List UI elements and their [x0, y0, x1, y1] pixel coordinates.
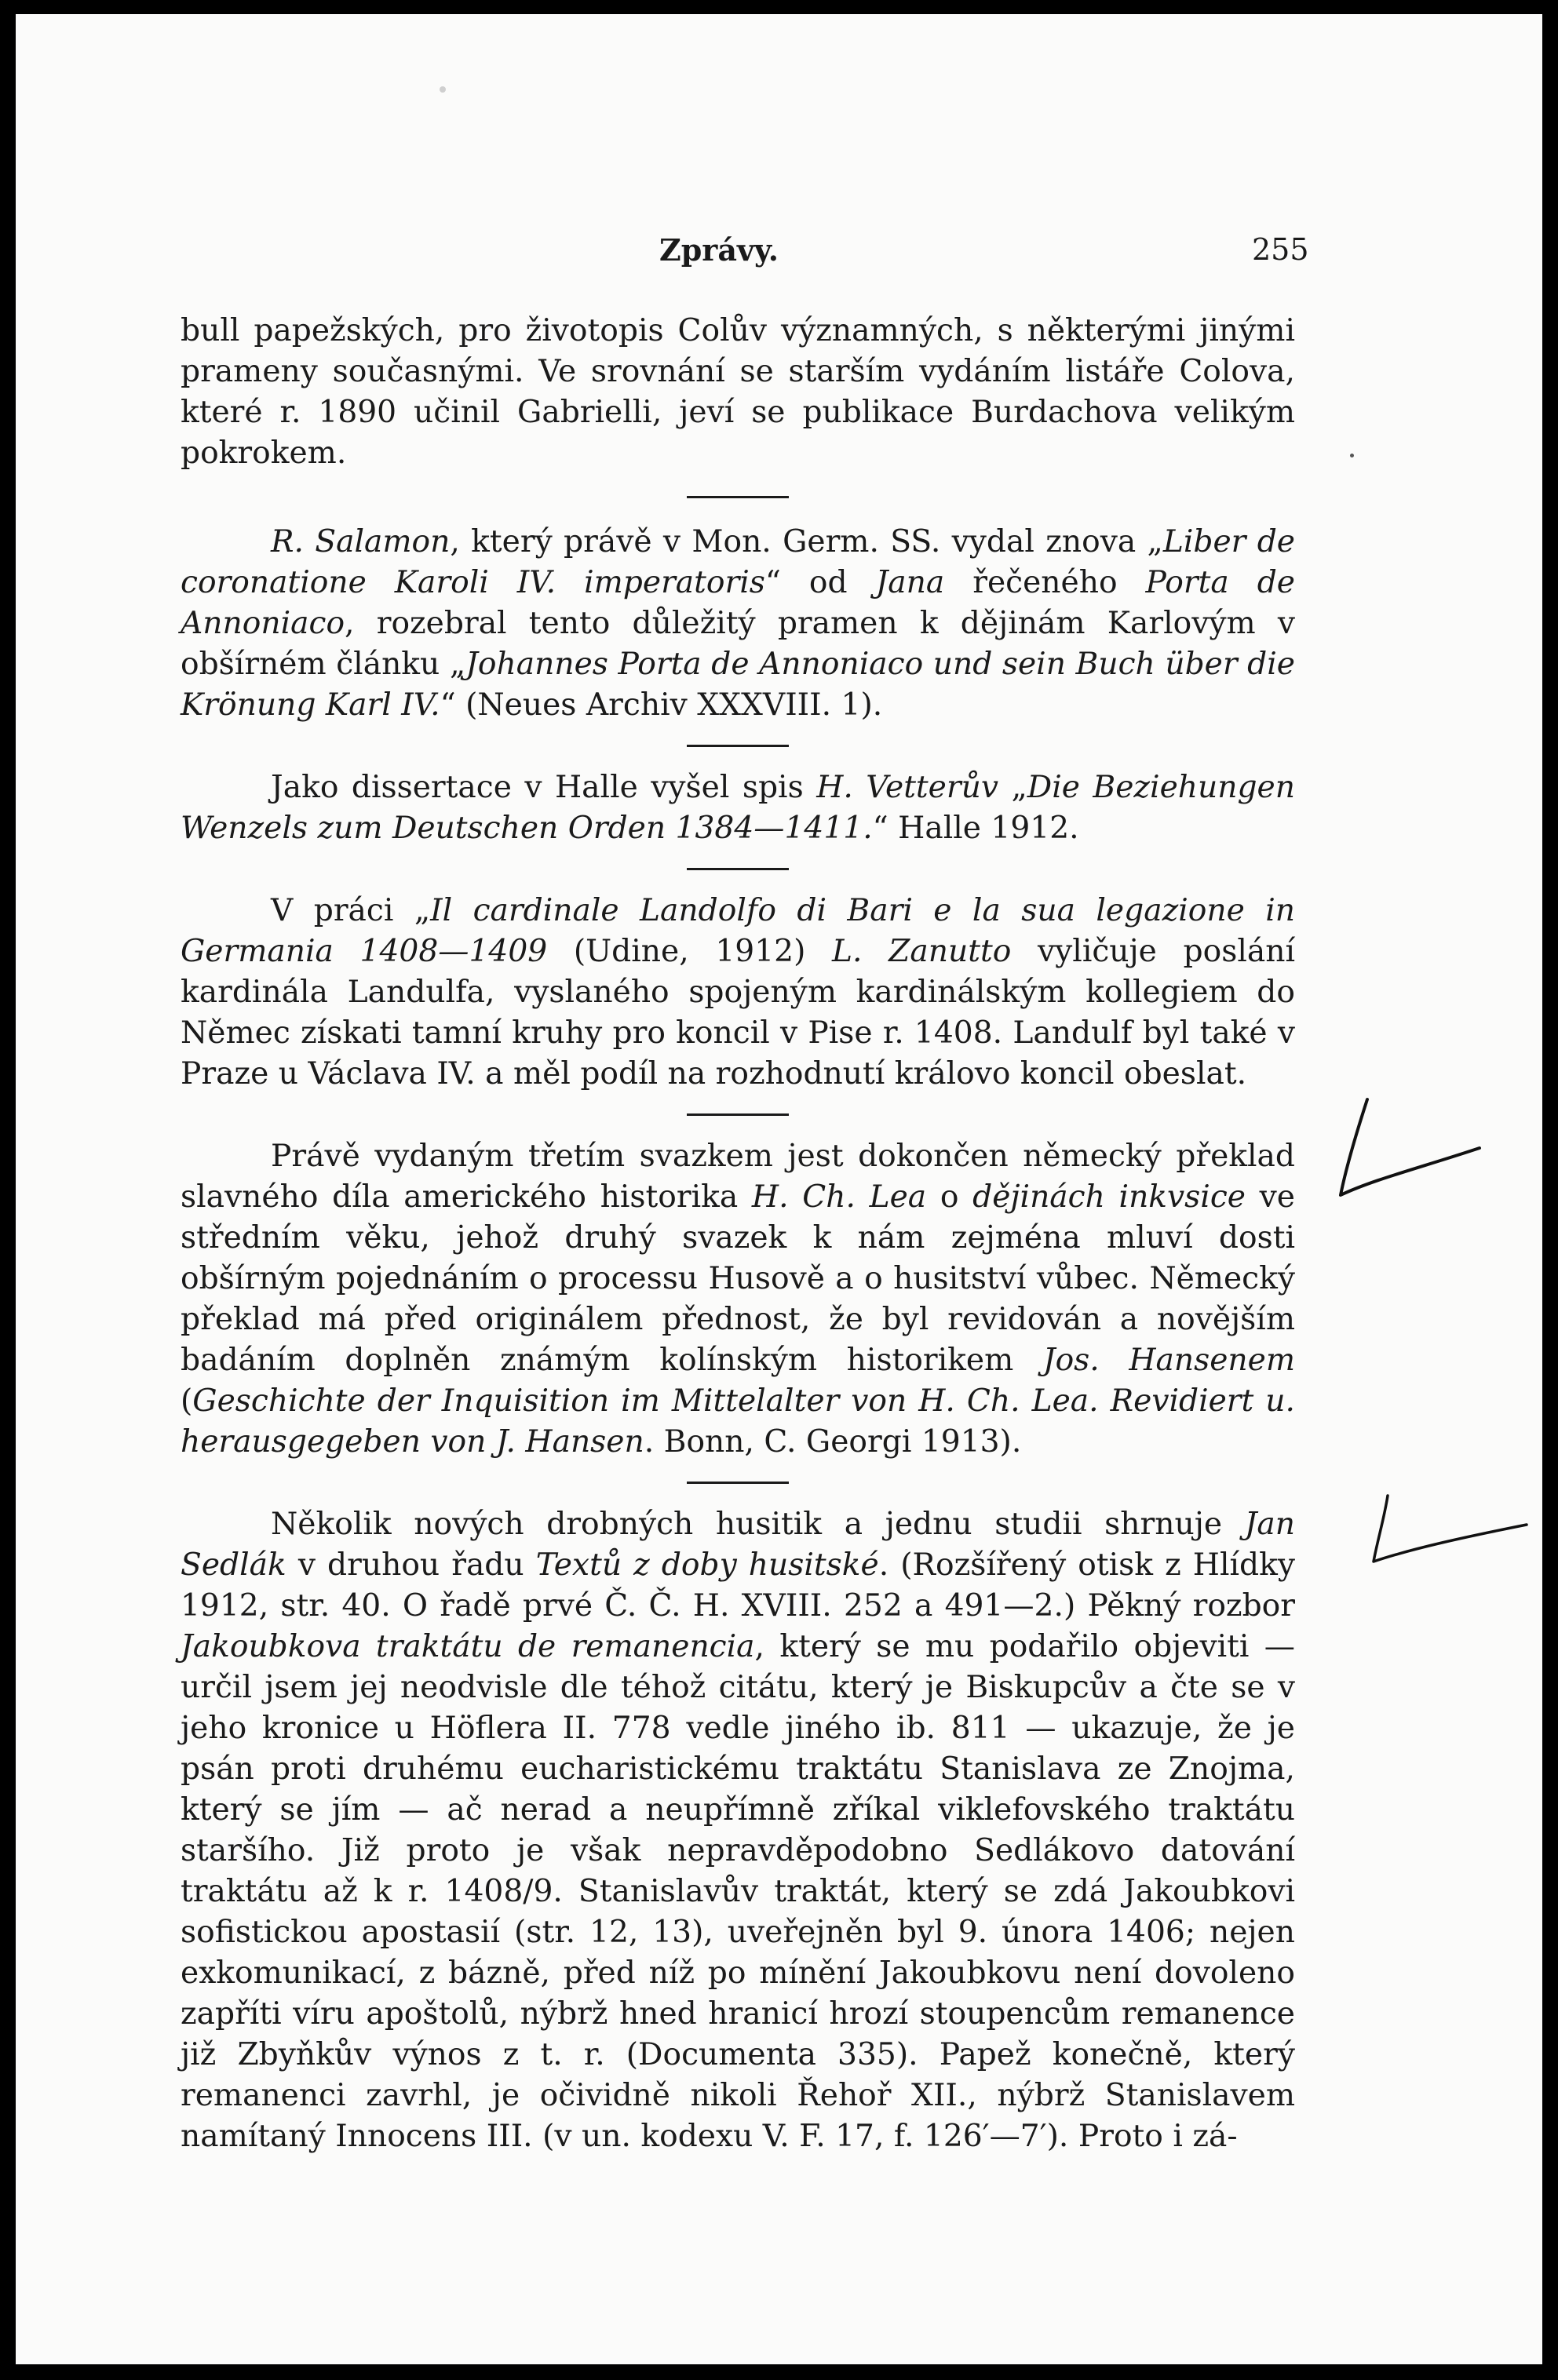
section-separator [687, 1482, 789, 1484]
page-header [16, 226, 1542, 281]
text-run: ( [181, 1383, 193, 1419]
work-title: Textů z doby husitské [535, 1547, 879, 1583]
person-name: Jos. Hansenem [1042, 1343, 1295, 1378]
paper-speck [440, 86, 446, 93]
work-title: Johannes Porta de Annoniaco und sein Buch über die Krönung Karl IV. [181, 647, 1295, 723]
text-run: řečeného [944, 565, 1146, 600]
text-run: . (Rozšířený otisk z Hlídky 1912, str. 40. O řadě prvé Č. Č. H. XVIII. 252 a 491—2.) Pěkný rozbor [181, 1547, 1295, 1624]
author-name: H. Ch. Lea [751, 1179, 927, 1215]
paper-speck [1350, 454, 1354, 457]
text-run: “ (Neues Archiv XXXVIII. 1). [440, 687, 883, 723]
person-name: Porta de Annoniaco [181, 565, 1295, 641]
paragraph-4 [181, 891, 1295, 1095]
work-title: Il cardinale Landolfo di Bari e la sua legazione in Germania 1408—1409 [181, 893, 1295, 969]
work-title: Geschichte der Inquisition im Mittelalter von H. Ch. Lea. Revidiert u. herausgegeben von J. Hansen [181, 1383, 1295, 1460]
section-separator [687, 745, 789, 747]
paragraph-3 [181, 767, 1295, 849]
paragraph-2 [181, 522, 1295, 726]
author-name: R. Salamon [271, 524, 451, 559]
margin-check-mark [1366, 1489, 1538, 1576]
section-separator [687, 496, 789, 498]
text-run: “ od [764, 565, 876, 600]
text-run: , který se mu podařilo objeviti — určil jsem jej neodvisle dle téhož citátu, který je Biskupcův a čte se v jeho kronice u Höflera II. 778 vedle jiného ib. 811 — ukazuje, že je psán proti druhému eucharistickému traktátu Stanislava ze Znojma, který se jím — ač nerad a neupřímně zříkal viklefovského traktátu staršího. Již proto je však nepravděpodobno Sedlákovo datování traktátu až k r. 1408/9. Stanislavův traktát, který se zdá Jakoubkovi sofistickou apostasií (str. 12, 13), uveřejněn byl 9. února 1406; nejen exkomunikací, z bázně, před níž po mínění Jakoubkovu není dovoleno zapříti víru apoštolů, nýbrž hned hranicí hrozí stoupencům remanence již Zbyňkův výnos z t. r. (Documenta 335). Papež konečně, který remanenci zavrhl, je očividně nikoli Řehoř XII., nýbrž Stanislavem namítaný Innocens III. (v un. kodexu V. F. 17, f. 126′—7′). Proto i zá- [181, 1629, 1295, 2154]
work-title: Liber de coronatione Karoli IV. imperatoris [181, 524, 1295, 600]
text-run: , který právě v Mon. Germ. SS. vydal znova „ [450, 524, 1163, 559]
margin-check-mark [1319, 1093, 1491, 1211]
running-title: Zprávy. [659, 232, 779, 268]
text-run: (Udine, 1912) [547, 934, 833, 969]
work-title: Jakoubkova traktátu de remanencia [181, 1629, 755, 1664]
topic-phrase: dějinách inkvsice [972, 1179, 1246, 1215]
author-name: Jan Sedlák [181, 1507, 1295, 1583]
section-separator [687, 868, 789, 870]
body-text [181, 311, 1295, 2157]
text-run: , rozebral tento důležitý pramen k dějinám Karlovým v obšírném článku „ [181, 606, 1295, 682]
text-run: . Bonn, C. Georgi 1913). [644, 1424, 1022, 1460]
person-name: Jana [875, 565, 945, 600]
text-run: Jako dissertace v Halle vyšel spis [271, 770, 817, 805]
work-title: Die Beziehungen Wenzels zum Deutschen Orden 1384—1411. [181, 770, 1295, 846]
paragraph-6 [181, 1504, 1295, 2157]
author-name: L. Zanutto [832, 934, 1012, 969]
text-run: ve středním věku, jehož druhý svazek k nám zejména mluví dosti obšírným pojednáním o processu Husově a o husitství vůbec. Německý překlad má před originálem přednost, že byl revidován a novějším badáním doplněn známým kolínským historikem [181, 1179, 1295, 1378]
document-page [16, 14, 1542, 2364]
text-run: V práci „ [271, 893, 431, 928]
section-separator [687, 1113, 789, 1116]
text-run: „ [998, 770, 1027, 805]
text-run: Právě vydaným třetím svazkem jest dokončen německý překlad slavného díla amerického historika [181, 1139, 1295, 1215]
paragraph-5 [181, 1136, 1295, 1463]
text-run: “ Halle 1912. [872, 811, 1079, 846]
page-number: 255 [1252, 232, 1309, 267]
paragraph-1: bull papežských, pro životopis Colův významných, s některými jinými prameny současnými. Ve srovnání se starším vydáním listáře Colova, které r. 1890 učinil Gabrielli, jeví se publikace Burdachova velikým pokrokem. [181, 313, 1295, 471]
text-run: vyličuje poslání kardinála Landulfa, vyslaného spojeným kardinálským kollegiem do Němec získati tamní kruhy pro koncil v Pise r. 1408. Landulf byl také v Praze u Václava IV. a měl podíl na rozhodnutí královo koncil obeslat. [181, 934, 1295, 1092]
text-run: o [926, 1179, 973, 1215]
author-name: H. Vetterův [816, 770, 998, 805]
text-run: Několik nových drobných husitik a jednu studii shrnuje [271, 1507, 1245, 1542]
text-run: v druhou řadu [286, 1547, 536, 1583]
